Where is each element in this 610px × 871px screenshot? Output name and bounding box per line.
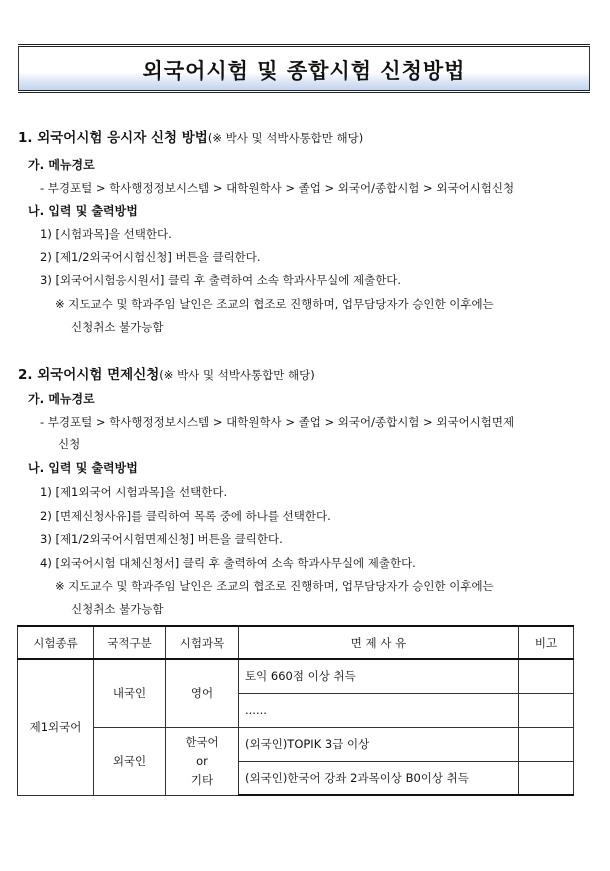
header-exam-type: 시험종류 xyxy=(18,626,94,659)
section1-menu-path: - 부경포털 > 학사행정정보시스템 > 대학원학사 > 졸업 > 외국어/종합시험 > 외국어시험신청 xyxy=(40,181,515,195)
exemption-table xyxy=(17,625,574,796)
section2-io-label: 나. 입력 및 출력방법 xyxy=(28,461,138,475)
reason-cell: 토익 660점 이상 취득 xyxy=(239,659,519,693)
section2-menu-path-cont: 신청 xyxy=(58,437,81,451)
section1-step: 2) [제1/2외국어시험신청] 버튼을 클릭한다. xyxy=(40,250,261,264)
section2-heading-text: 2. 외국어시험 면제신청 xyxy=(18,367,160,383)
table-row xyxy=(18,727,574,761)
section2-menu-path: - 부경포털 > 학사행정정보시스템 > 대학원학사 > 졸업 > 외국어/종합시험 > 외국어시험면제 xyxy=(40,415,515,429)
remarks-cell xyxy=(519,693,574,727)
nationality-cell-domestic: 내국인 xyxy=(94,659,166,727)
header-reason: 면 제 사 유 xyxy=(239,626,519,659)
section2-menu-path-label: 가. 메뉴경로 xyxy=(28,392,95,406)
header-nationality: 국적구분 xyxy=(94,626,166,659)
title-banner xyxy=(18,46,590,91)
section1-io-label: 나. 입력 및 출력방법 xyxy=(28,204,138,218)
reason-cell: ...... xyxy=(239,693,519,727)
section1-heading-text: 1. 외국어시험 응시자 신청 방법 xyxy=(18,130,208,146)
section2-heading-note: (※ 박사 및 석박사통합만 해당) xyxy=(159,368,315,382)
reason-cell: (외국인)한국어 강좌 2과목이상 B0이상 취득 xyxy=(239,761,519,795)
exam-type-cell: 제1외국어 xyxy=(18,659,94,795)
remarks-cell xyxy=(519,659,574,693)
section1-step: 3) [외국어시험응시원서] 클릭 후 출력하여 소속 학과사무실에 제출한다. xyxy=(40,273,402,287)
section2-step: 3) [제1/2외국어시험면제신청] 버튼을 클릭한다. xyxy=(40,532,283,546)
subject-cell-foreign xyxy=(166,727,239,795)
section1-menu-path-label: 가. 메뉴경로 xyxy=(28,158,95,172)
section1-step: 1) [시험과목]을 선택한다. xyxy=(40,227,172,241)
reason-cell: (외국인)TOPIK 3급 이상 xyxy=(239,727,519,761)
section2-step: 4) [외국어시험 대체신청서] 클릭 후 출력하여 소속 학과사무실에 제출한다. xyxy=(40,556,416,570)
subject-line: or xyxy=(196,753,208,768)
table-row xyxy=(18,659,574,693)
section2-step: 2) [면제신청사유]를 클릭하여 목록 중에 하나를 선택한다. xyxy=(40,509,331,523)
remarks-cell xyxy=(519,761,574,795)
section1-heading-note: (※ 박사 및 석박사통합만 해당) xyxy=(207,131,364,145)
section1-note: ※ 지도교수 및 학과주임 날인은 조교의 협조로 진행하며, 업무담당자가 승인한 이후에는 xyxy=(55,297,494,311)
subject-line: 한국어 xyxy=(185,734,219,749)
section1-heading xyxy=(18,130,363,146)
subject-line: 기타 xyxy=(190,772,214,787)
header-remarks: 비고 xyxy=(519,626,574,659)
nationality-cell-foreign: 외국인 xyxy=(94,727,166,795)
page-title: 외국어시험 및 종합시험 신청방법 xyxy=(142,59,466,83)
subject-cell-domestic: 영어 xyxy=(166,659,239,727)
section2-step: 1) [제1외국어 시험과목]을 선택한다. xyxy=(40,485,228,499)
section2-note-cont: 신청취소 불가능함 xyxy=(71,602,164,616)
section1-note-cont: 신청취소 불가능함 xyxy=(71,320,164,334)
table-header-row xyxy=(18,626,574,659)
header-subject: 시험과목 xyxy=(166,626,239,659)
section2-heading xyxy=(18,367,315,383)
section2-note: ※ 지도교수 및 학과주임 날인은 조교의 협조로 진행하며, 업무담당자가 승인한 이후에는 xyxy=(55,579,494,593)
remarks-cell xyxy=(519,727,574,761)
